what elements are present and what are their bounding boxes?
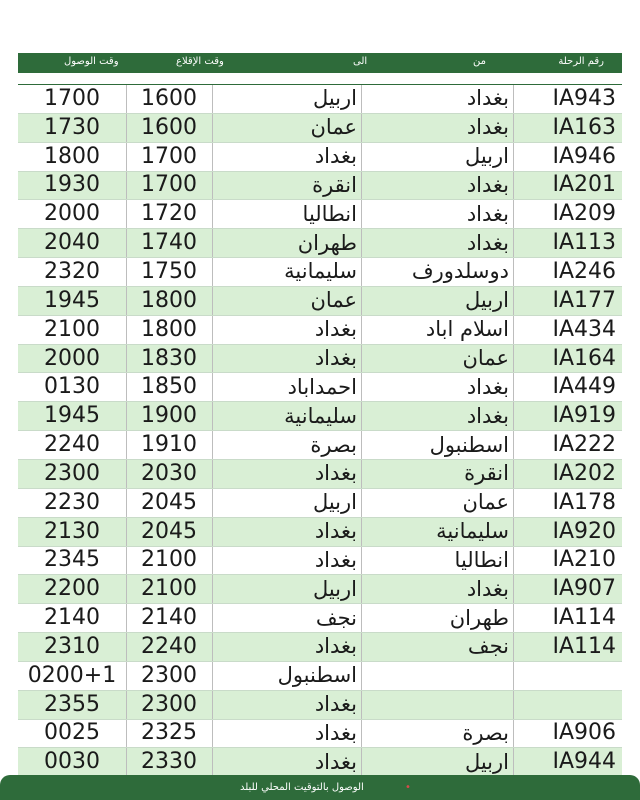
arrival-time-cell: 2040 [18,229,127,257]
arrival-time-cell: 1800 [18,143,127,171]
destination-cell: بغداد [212,143,362,171]
departure-time-cell: 2100 [126,547,213,575]
destination-cell: بغداد [212,748,362,776]
origin-cell: دوسلدورف [362,258,514,286]
origin-cell: اسطنبول [362,431,514,459]
departure-time-cell: 2045 [126,518,213,546]
header-to: الى [353,56,368,67]
flight-number-cell: IA919 [552,403,616,429]
table-row [18,575,622,604]
departure-time-cell: 1750 [126,258,213,286]
table-row [18,345,622,374]
flight-number-cell: IA163 [552,114,616,140]
origin-cell: بغداد [362,114,514,142]
table-row [18,143,622,172]
header-arrival-time: وقت الوصول [64,56,119,67]
arrival-time-cell: 2000 [18,200,127,228]
header-from: من [473,56,486,67]
destination-cell: انقرة [212,172,362,200]
table-row [18,258,622,287]
arrival-time-cell: 2240 [18,431,127,459]
arrival-time-cell: 2000 [18,345,127,373]
flight-number-cell [514,662,622,690]
departure-time-cell: 2300 [126,691,213,719]
departure-time-cell: 2325 [126,720,213,748]
table-row [18,489,622,518]
arrival-time-cell: 2310 [18,633,127,661]
arrival-time-cell: 2130 [18,518,127,546]
arrival-time-cell: 1930 [18,172,127,200]
destination-cell: بغداد [212,547,362,575]
arrival-time-cell: 2345 [18,547,127,575]
header-flight-number: رقم الرحلة [558,56,604,67]
arrival-time-cell: 1730 [18,114,127,142]
flight-number-cell: IA907 [552,576,616,602]
flight-number-cell: IA114 [552,633,616,659]
flight-number-cell: IA209 [552,201,616,227]
table-row [18,85,622,114]
flight-number-cell: IA906 [552,720,616,746]
arrival-time-cell: 1700 [18,85,127,113]
table-row [18,691,622,720]
destination-cell: طهران [212,229,362,257]
flight-number-cell: IA177 [552,287,616,313]
destination-cell: بصرة [212,431,362,459]
flight-schedule-table [18,84,622,777]
header-departure-time: وقت الإقلاع [176,56,224,67]
table-row [18,662,622,691]
destination-cell: بغداد [212,691,362,719]
departure-time-cell: 1700 [126,172,213,200]
table-row [18,172,622,201]
departure-time-cell: 2300 [126,662,213,690]
origin-cell: بغداد [362,373,514,401]
departure-time-cell: 2100 [126,575,213,603]
table-row [18,604,622,633]
footer-note: الوصول بالتوقيت المحلي للبلد [240,782,364,793]
flight-number-cell: IA164 [552,345,616,371]
origin-cell: بغداد [362,229,514,257]
footer-bar [0,775,640,800]
departure-time-cell: 1800 [126,316,213,344]
arrival-time-cell: 2355 [18,691,127,719]
departure-time-cell: 2030 [126,460,213,488]
origin-cell: اسلام اباد [362,316,514,344]
origin-cell: انقرة [362,460,514,488]
departure-time-cell: 2140 [126,604,213,632]
origin-cell: طهران [362,604,514,632]
table-row [18,547,622,576]
flight-number-cell: IA944 [552,749,616,775]
arrival-time-cell: 1945 [18,402,127,430]
destination-cell: اسطنبول [212,662,362,690]
arrival-time-cell: 2140 [18,604,127,632]
table-row [18,114,622,143]
departure-time-cell: 1800 [126,287,213,315]
flight-number-cell: IA222 [552,432,616,458]
destination-cell: عمان [212,114,362,142]
departure-time-cell: 1910 [126,431,213,459]
flight-number-cell: IA449 [552,374,616,400]
destination-cell: سليمانية [212,402,362,430]
arrival-time-cell: 2200 [18,575,127,603]
flight-number-cell: IA943 [552,85,616,111]
table-row [18,287,622,316]
origin-cell: اربيل [362,287,514,315]
origin-cell: بغداد [362,85,514,113]
arrival-time-cell: 2230 [18,489,127,517]
origin-cell: اربيل [362,748,514,776]
destination-cell: بغداد [212,633,362,661]
table-row [18,460,622,489]
table-row [18,748,622,777]
departure-time-cell: 2240 [126,633,213,661]
origin-cell: بصرة [362,720,514,748]
destination-cell: بغداد [212,518,362,546]
origin-cell: بغداد [362,200,514,228]
destination-cell: اربيل [212,489,362,517]
flight-number-cell: IA178 [552,489,616,515]
departure-time-cell: 1720 [126,200,213,228]
origin-cell: انطاليا [362,547,514,575]
origin-cell [362,691,514,719]
flight-number-cell: IA246 [552,258,616,284]
departure-time-cell: 1740 [126,229,213,257]
destination-cell: انطاليا [212,200,362,228]
arrival-time-cell: 0200+1 [18,662,127,690]
flight-number-cell: IA113 [552,230,616,256]
origin-cell: عمان [362,489,514,517]
table-row [18,633,622,662]
table-row [18,316,622,345]
destination-cell: بغداد [212,316,362,344]
origin-cell: نجف [362,633,514,661]
departure-time-cell: 1900 [126,402,213,430]
table-row [18,200,622,229]
origin-cell: عمان [362,345,514,373]
flight-number-cell [514,691,622,719]
table-row [18,518,622,547]
destination-cell: بغداد [212,460,362,488]
departure-time-cell: 1600 [126,114,213,142]
table-header [18,53,622,73]
departure-time-cell: 1850 [126,373,213,401]
flight-number-cell: IA920 [552,518,616,544]
table-row [18,373,622,402]
table-row [18,402,622,431]
origin-cell: اربيل [362,143,514,171]
arrival-time-cell: 2320 [18,258,127,286]
flight-number-cell: IA202 [552,460,616,486]
origin-cell: بغداد [362,172,514,200]
destination-cell: بغداد [212,720,362,748]
destination-cell: اربيل [212,575,362,603]
origin-cell: بغداد [362,575,514,603]
arrival-time-cell: 0030 [18,748,127,776]
departure-time-cell: 1600 [126,85,213,113]
departure-time-cell: 1830 [126,345,213,373]
destination-cell: عمان [212,287,362,315]
flight-number-cell: IA210 [552,547,616,573]
destination-cell: نجف [212,604,362,632]
arrival-time-cell: 2300 [18,460,127,488]
table-row [18,720,622,749]
origin-cell [362,662,514,690]
arrival-time-cell: 1945 [18,287,127,315]
departure-time-cell: 1700 [126,143,213,171]
destination-cell: احمداباد [212,373,362,401]
footer-bullet-icon: • [405,782,411,793]
destination-cell: بغداد [212,345,362,373]
flight-number-cell: IA201 [552,172,616,198]
arrival-time-cell: 0025 [18,720,127,748]
table-row [18,229,622,258]
origin-cell: سليمانية [362,518,514,546]
flight-number-cell: IA114 [552,605,616,631]
origin-cell: بغداد [362,402,514,430]
table-row [18,431,622,460]
flight-number-cell: IA946 [552,143,616,169]
departure-time-cell: 2045 [126,489,213,517]
arrival-time-cell: 2100 [18,316,127,344]
departure-time-cell: 2330 [126,748,213,776]
destination-cell: سليمانية [212,258,362,286]
destination-cell: اربيل [212,85,362,113]
flight-number-cell: IA434 [552,316,616,342]
arrival-time-cell: 0130 [18,373,127,401]
